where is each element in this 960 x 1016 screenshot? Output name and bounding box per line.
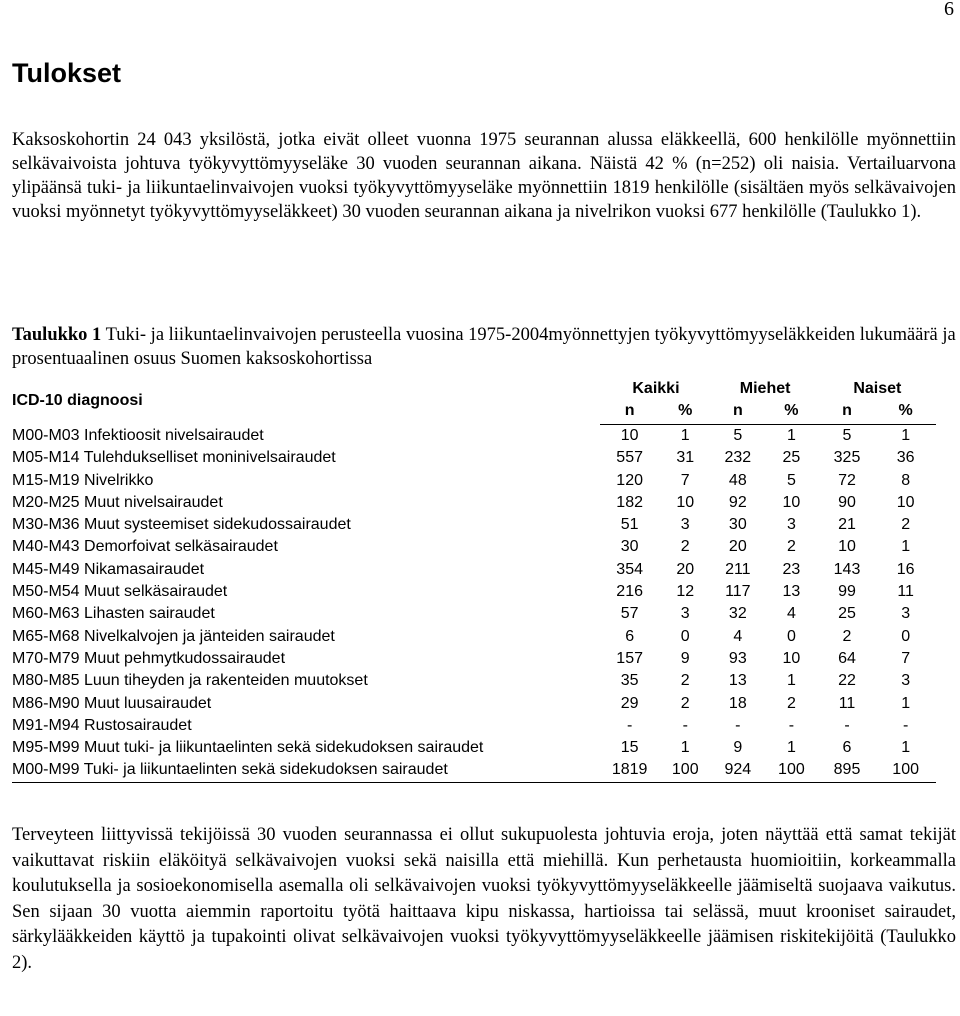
cell-women-percent: 2 xyxy=(901,516,911,534)
intro-paragraph: Kaksoskohortin 24 043 yksilöstä, jotka eivät olleet vuonna 1975 seurannan alussa eläkkeellä, 600 henkilölle myönnettiin selkävaivoista johtuva työkyvyttömyyseläke 30 vuoden seurannan aikana. Näistä 42 % (n=252) oli naisia. Vertailuarvona ylipäänsä tuki- ja liikuntaelinvaivojen vuoksi työkyvyttömyyseläke myönnettiin 1819 henkilölle (sisältäen myös selkävaivojen vuoksi myönnetyt työkyvyttömyyseläkkeet) 30 vuoden seurannan aikana ja nivelrikon vuoksi 677 henkilölle (Taulukko 1). xyxy=(12,130,956,222)
diagnosis-label: M95-M99 Muut tuki- ja liikuntaelinten sekä sidekudoksen sairaudet xyxy=(12,739,484,757)
diagnosis-label: M45-M49 Nikamasairaudet xyxy=(12,560,205,578)
table-row xyxy=(12,514,936,536)
section-heading: Tulokset xyxy=(12,58,122,88)
subheader-women-n: n xyxy=(819,400,876,425)
cell-all-n: 10 xyxy=(620,427,639,444)
cell-all-n: 51 xyxy=(620,516,639,534)
cell-all-percent: 10 xyxy=(676,493,695,511)
cell-all-percent: 1 xyxy=(680,427,690,444)
cell-women-percent: 3 xyxy=(901,672,911,690)
cell-men-percent: 1 xyxy=(786,739,796,757)
cell-men-percent: 2 xyxy=(786,694,796,712)
cell-women-n: 10 xyxy=(838,538,856,556)
diagnosis-label: M00-M03 Infektioosit nivelsairaudet xyxy=(12,426,264,444)
diagnosis-label: M86-M90 Muut luusairaudet xyxy=(12,694,212,712)
cell-women-percent: 10 xyxy=(896,493,915,511)
cell-women-n: 25 xyxy=(838,605,856,623)
cell-men-n: 4 xyxy=(733,627,743,645)
cell-men-percent: 23 xyxy=(782,560,801,578)
cell-men-n: 92 xyxy=(728,493,747,511)
cell-women-n: 22 xyxy=(838,672,856,690)
cell-all-n: 15 xyxy=(620,739,639,757)
table-row xyxy=(12,648,936,670)
table-caption-text: Tuki- ja liikuntaelinvaivojen perusteella vuosina 1975-2004myönnettyjen työkyvyttömyyseläkkeiden lukumäärä ja prosentuaalinen osuus Suomen kaksoskohortissa xyxy=(12,325,956,369)
results-table-container xyxy=(12,376,936,783)
subheader-all-n: n xyxy=(600,400,659,425)
cell-all-percent: 20 xyxy=(676,560,695,578)
cell-men-percent: 1 xyxy=(786,672,796,690)
cell-men-percent: 13 xyxy=(782,583,801,601)
table-row xyxy=(12,693,936,715)
table-row xyxy=(12,759,936,782)
cell-men-percent: - xyxy=(788,716,795,734)
table-row xyxy=(12,425,936,448)
cell-all-percent: 100 xyxy=(659,759,712,782)
cell-all-percent: 3 xyxy=(680,605,690,623)
cell-men-n: 13 xyxy=(728,672,747,690)
diagnosis-label: M30-M36 Muut systeemiset sidekudossairaudet xyxy=(12,516,351,534)
cell-men-n: 32 xyxy=(728,605,747,623)
diagnosis-label: M15-M19 Nivelrikko xyxy=(12,471,154,489)
cell-all-n: 120 xyxy=(616,471,643,489)
diagnosis-label: M70-M79 Muut pehmytkudossairaudet xyxy=(12,649,286,667)
cell-women-n: 325 xyxy=(833,449,861,467)
cell-men-percent: 2 xyxy=(786,538,796,556)
cell-all-percent: 12 xyxy=(676,583,695,601)
subheader-women-percent: % xyxy=(875,400,936,425)
diagnosis-label: M65-M68 Nivelkalvojen ja jänteiden sairaudet xyxy=(12,627,335,645)
diagnosis-label: M50-M54 Muut selkäsairaudet xyxy=(12,583,228,601)
diagnosis-label: M60-M63 Lihasten sairaudet xyxy=(12,605,215,623)
cell-all-percent: 2 xyxy=(680,538,690,556)
cell-women-percent: 1 xyxy=(901,538,911,556)
cell-men-n: 9 xyxy=(733,739,743,757)
cell-all-n: 57 xyxy=(620,605,639,623)
cell-women-percent: 8 xyxy=(901,471,911,489)
cell-women-percent: 7 xyxy=(901,649,911,667)
table-row xyxy=(12,581,936,603)
diagnosis-label: M05-M14 Tulehdukselliset moninivelsairaudet xyxy=(12,449,336,467)
cell-all-n: 557 xyxy=(616,449,643,467)
subheader-men-percent: % xyxy=(764,400,819,425)
cell-all-percent: 9 xyxy=(680,649,690,667)
table-row xyxy=(12,715,936,737)
table-body xyxy=(12,425,936,783)
cell-all-n: 1819 xyxy=(600,759,659,782)
cell-men-percent: 1 xyxy=(786,427,796,444)
cell-men-percent: 5 xyxy=(786,471,796,489)
cell-women-n: 72 xyxy=(838,471,856,489)
table-row xyxy=(12,603,936,625)
table-caption xyxy=(12,323,956,371)
cell-men-n: - xyxy=(735,716,741,734)
cell-women-percent: - xyxy=(902,716,909,734)
page-number: 6 xyxy=(944,0,954,20)
cell-women-n: - xyxy=(844,716,850,734)
cell-women-percent: 11 xyxy=(897,583,914,601)
cell-men-n: 20 xyxy=(728,538,747,556)
cell-men-n: 93 xyxy=(728,649,747,667)
cell-all-percent: 3 xyxy=(680,516,690,534)
group-header-men: Miehet xyxy=(739,380,791,397)
cell-all-n: 157 xyxy=(616,649,643,667)
table-row xyxy=(12,470,936,492)
cell-women-percent: 36 xyxy=(896,449,915,467)
cell-all-percent: 1 xyxy=(680,739,690,757)
cell-all-n: 182 xyxy=(616,493,643,511)
cell-men-n: 117 xyxy=(725,583,751,601)
cell-women-percent: 3 xyxy=(901,605,911,623)
cell-women-n: 895 xyxy=(819,759,876,782)
cell-men-percent: 0 xyxy=(786,627,796,645)
cell-all-n: - xyxy=(626,716,633,734)
cell-men-percent: 10 xyxy=(782,493,801,511)
diagnosis-label: M20-M25 Muut nivelsairaudet xyxy=(12,493,223,511)
results-table xyxy=(12,376,936,783)
cell-men-percent: 100 xyxy=(764,759,819,782)
cell-men-n: 30 xyxy=(728,516,747,534)
cell-women-percent: 100 xyxy=(875,759,936,782)
table-row xyxy=(12,737,936,759)
group-header-all: Kaikki xyxy=(632,380,680,397)
cell-men-percent: 25 xyxy=(782,449,801,467)
cell-men-percent: 3 xyxy=(786,516,796,534)
cell-men-n: 48 xyxy=(728,471,747,489)
cell-all-n: 35 xyxy=(620,672,639,690)
cell-men-percent: 10 xyxy=(782,649,801,667)
subheader-all-percent: % xyxy=(659,400,712,425)
cell-all-percent: 2 xyxy=(680,672,690,690)
cell-all-n: 30 xyxy=(620,538,639,556)
table-row xyxy=(12,447,936,469)
cell-women-n: 143 xyxy=(833,560,861,578)
cell-men-n: 924 xyxy=(712,759,765,782)
cell-women-n: 99 xyxy=(838,583,856,601)
cell-women-n: 21 xyxy=(838,516,856,534)
diagnosis-label: M80-M85 Luun tiheyden ja rakenteiden muutokset xyxy=(12,672,368,690)
cell-all-percent: 0 xyxy=(680,627,690,645)
cell-men-n: 211 xyxy=(725,560,751,578)
cell-women-percent: 16 xyxy=(896,560,915,578)
cell-women-n: 5 xyxy=(842,427,852,444)
cell-men-n: 5 xyxy=(733,427,743,444)
cell-women-n: 6 xyxy=(842,739,852,757)
cell-men-percent: 4 xyxy=(786,605,796,623)
cell-men-n: 232 xyxy=(724,449,752,467)
diagnosis-label: M91-M94 Rustosairaudet xyxy=(12,716,192,734)
cell-all-percent: 31 xyxy=(676,449,695,467)
subheader-men-n: n xyxy=(712,400,765,425)
cell-all-percent: 7 xyxy=(680,471,690,489)
table-row xyxy=(12,536,936,558)
cell-women-n: 90 xyxy=(838,493,856,511)
cell-women-percent: 0 xyxy=(901,627,911,645)
table-row xyxy=(12,492,936,514)
cell-men-n: 18 xyxy=(728,694,747,712)
diagnosis-label: M40-M43 Demorfoivat selkäsairaudet xyxy=(12,538,278,556)
cell-women-n: 64 xyxy=(838,649,856,667)
diagnosis-column-header: ICD-10 diagnoosi xyxy=(12,392,143,410)
cell-women-n: 2 xyxy=(842,627,852,645)
cell-women-percent: 1 xyxy=(901,739,911,757)
diagnosis-label: M00-M99 Tuki- ja liikuntaelinten sekä sidekudoksen sairaudet xyxy=(12,759,600,782)
table-row xyxy=(12,670,936,692)
table-row xyxy=(12,559,936,581)
cell-all-n: 6 xyxy=(625,627,635,645)
cell-all-n: 216 xyxy=(616,583,643,601)
table-row xyxy=(12,626,936,648)
group-header-women: Naiset xyxy=(853,380,902,397)
cell-all-percent: - xyxy=(682,716,688,734)
cell-all-n: 29 xyxy=(620,694,639,712)
cell-all-percent: 2 xyxy=(680,694,690,712)
cell-women-percent: 1 xyxy=(901,694,911,712)
outro-paragraph: Terveyteen liittyvissä tekijöissä 30 vuoden seurannassa ei ollut sukupuolesta johtuvia eroja, joten näyttää että samat tekijät vaikuttavat riskiin eläköityä selkävaivojen vuoksi sekä naisilla että miehillä. Kun perhetausta huomioitiin, korkeammalla koulutuksella ja sosioekonomisella asemalla oli selkävaivojen vuoksi työkyvyttömyyseläkkeelle jäämiseltä suojaava vaikutus. Sen sijaan 30 vuotta aiemmin raportoitu työtä haittaava kipu niskassa, hartioissa tai selässä, muut krooniset sairaudet, särkylääkkeiden käyttö ja tupakointi olivat selkävaivojen vuoksi työkyvyttömyyseläkkeelle jäämisen riskitekijöitä (Taulukko 2). xyxy=(12,825,956,973)
cell-all-n: 354 xyxy=(616,560,643,578)
cell-women-percent: 1 xyxy=(901,427,911,444)
cell-women-n: 11 xyxy=(838,694,856,712)
table-caption-label: Taulukko 1 xyxy=(12,325,102,345)
